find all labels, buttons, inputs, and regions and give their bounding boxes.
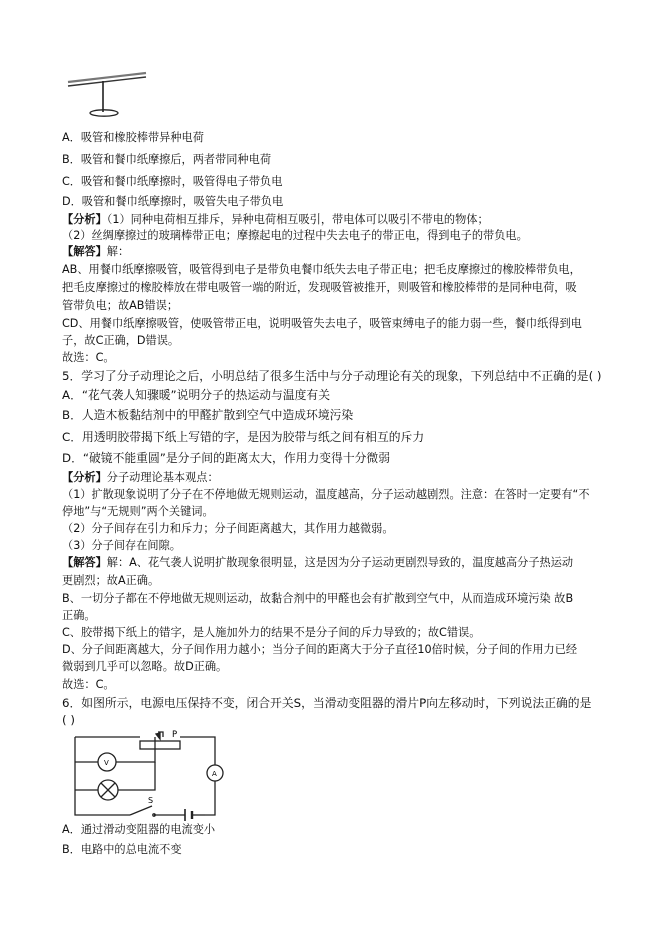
label-a: A bbox=[212, 770, 217, 778]
q5-choice: 故选：C。 bbox=[62, 678, 115, 691]
q4-option-c: C．吸管和餐巾纸摩擦时，吸管得电子带负电 bbox=[62, 175, 283, 188]
q5-answer-label: 【解答】 bbox=[62, 556, 107, 569]
q4-answer-header bbox=[62, 245, 129, 259]
switch bbox=[130, 806, 152, 815]
q5-option-b: B．人造木板黏结剂中的甲醛扩散到空气中造成环境污染 bbox=[62, 408, 354, 422]
q6-stem-line-2: ( ) bbox=[62, 713, 75, 727]
q4-answer-suffix: 解： bbox=[106, 245, 130, 258]
label-p: P bbox=[172, 730, 178, 740]
q5-option-c: C．用透明胶带揭下纸上写错的字，是因为胶带与纸之间有相互的斥力 bbox=[62, 430, 425, 444]
q4-analysis-line-2: （2）丝绸摩擦过的玻璃棒带正电；摩擦起电的过程中失去电子的带正电，得到电子的带负电。 bbox=[62, 229, 528, 242]
q4-option-d: D．吸管和餐巾纸摩擦时，吸管失电子带负电 bbox=[62, 195, 284, 208]
q6-option-a: A．通过滑动变阻器的电流变小 bbox=[62, 823, 216, 836]
q5-analysis-label: 【分析】 bbox=[62, 471, 107, 484]
q4-choice: 故选：C。 bbox=[62, 351, 115, 364]
label-s: S bbox=[148, 796, 154, 805]
q5-answer-line-6: 微弱到几乎可以忽略。故D正确。 bbox=[62, 660, 228, 673]
q5-analysis-line-2: 停地”与“无规则”两个关键词。 bbox=[62, 505, 214, 518]
q5-analysis-line-1: （1）扩散现象说明了分子在不停地做无规则运动，温度越高，分子运动越剧烈。注意：在答时一定要有“不 bbox=[62, 488, 590, 501]
q5-answer-line-5: D、分子间距离越大，分子间作用力越小；当分子间的距离大于分子直径10倍时候，分子间的作用力已经 bbox=[62, 643, 578, 656]
q5-analysis-head: 分子动理论基本观点： bbox=[106, 471, 219, 484]
q4-answer-line-1: AB、用餐巾纸摩擦吸管，吸管得到电子是带负电餐巾纸失去电子带正电；把毛皮摩擦过的橡胶棒带负电， bbox=[62, 263, 581, 276]
q5-analysis-line-3: （2）分子间存在引力和斥力；分子间距离越大，其作用力越微弱。 bbox=[62, 522, 394, 535]
q4-answer-line-5: 子，故C正确，D错误。 bbox=[62, 334, 180, 347]
q4-answer-line-3: 管带负电；故AB错误； bbox=[62, 299, 179, 312]
q6-option-b: B．电路中的总电流不变 bbox=[62, 843, 182, 856]
voltmeter bbox=[98, 753, 116, 771]
q4-answer-line-4: CD、用餐巾纸摩擦吸管，使吸管带正电，说明吸管失去电子，吸管束缚电子的能力弱一些，餐巾纸得到电 bbox=[62, 317, 582, 330]
q5-answer-line-3: 正确。 bbox=[62, 609, 96, 622]
q5-analysis-header bbox=[62, 471, 219, 485]
q5-answer-line-2: B、一切分子都在不停地做无规则运动，故黏合剂中的甲醛也会有扩散到空气中，从而造成环境污染 故B bbox=[62, 592, 574, 605]
q5-answer-line-1: 更剧烈；故A正确。 bbox=[62, 574, 160, 587]
q5-option-d: D．“破镜不能重圆”是分子间的距离太大，作用力变得十分微弱 bbox=[62, 451, 391, 465]
straw-figure bbox=[68, 73, 146, 116]
q4-analysis-label: 【分析】 bbox=[62, 213, 107, 226]
q5-answer-head: 解：A、花气袭人说明扩散现象很明显，这是因为分子运动更剧烈导致的，温度越高分子热运动 bbox=[106, 556, 574, 569]
lamp-icon bbox=[98, 780, 118, 800]
q4-answer-label: 【解答】 bbox=[62, 245, 107, 258]
q4-analysis-text-1: （1）同种电荷相互排斥，异种电荷相互吸引，带电体可以吸引不带电的物体； bbox=[106, 213, 489, 226]
label-v: V bbox=[104, 759, 109, 767]
q4-analysis-line-1 bbox=[62, 213, 489, 227]
q5-stem: 5．学习了分子动理论之后，小明总结了很多生活中与分子动理论有关的现象，下列总结中不正确的是( ) bbox=[62, 369, 602, 383]
q5-answer-line-4: C、胶带揭下纸上的错字，是人施加外力的结果不是分子间的斥力导致的；故C错误。 bbox=[62, 626, 481, 639]
q4-answer-line-2: 把毛皮摩擦过的橡胶棒放在带电吸管一端的附近，发现吸管被推开，则吸管和橡胶棒带的是同种电荷，吸 bbox=[62, 281, 577, 294]
ammeter bbox=[207, 765, 223, 781]
q5-answer-header bbox=[62, 556, 573, 570]
q6-stem-line-1: 6．如图所示，电源电压保持不变，闭合开关S，当滑动变阻器的滑片P向左移动时，下列说法正确的是 bbox=[62, 696, 592, 710]
rheostat-body bbox=[140, 741, 180, 749]
q5-option-a: A．“花气袭人知骤暖”说明分子的热运动与温度有关 bbox=[62, 388, 331, 402]
q4-option-b: B．吸管和餐巾纸摩擦后，两者带同种电荷 bbox=[62, 153, 272, 166]
q5-analysis-line-4: （3）分子间存在间隙。 bbox=[62, 539, 181, 552]
q4-option-a: A．吸管和橡胶棒带异种电荷 bbox=[62, 131, 204, 144]
